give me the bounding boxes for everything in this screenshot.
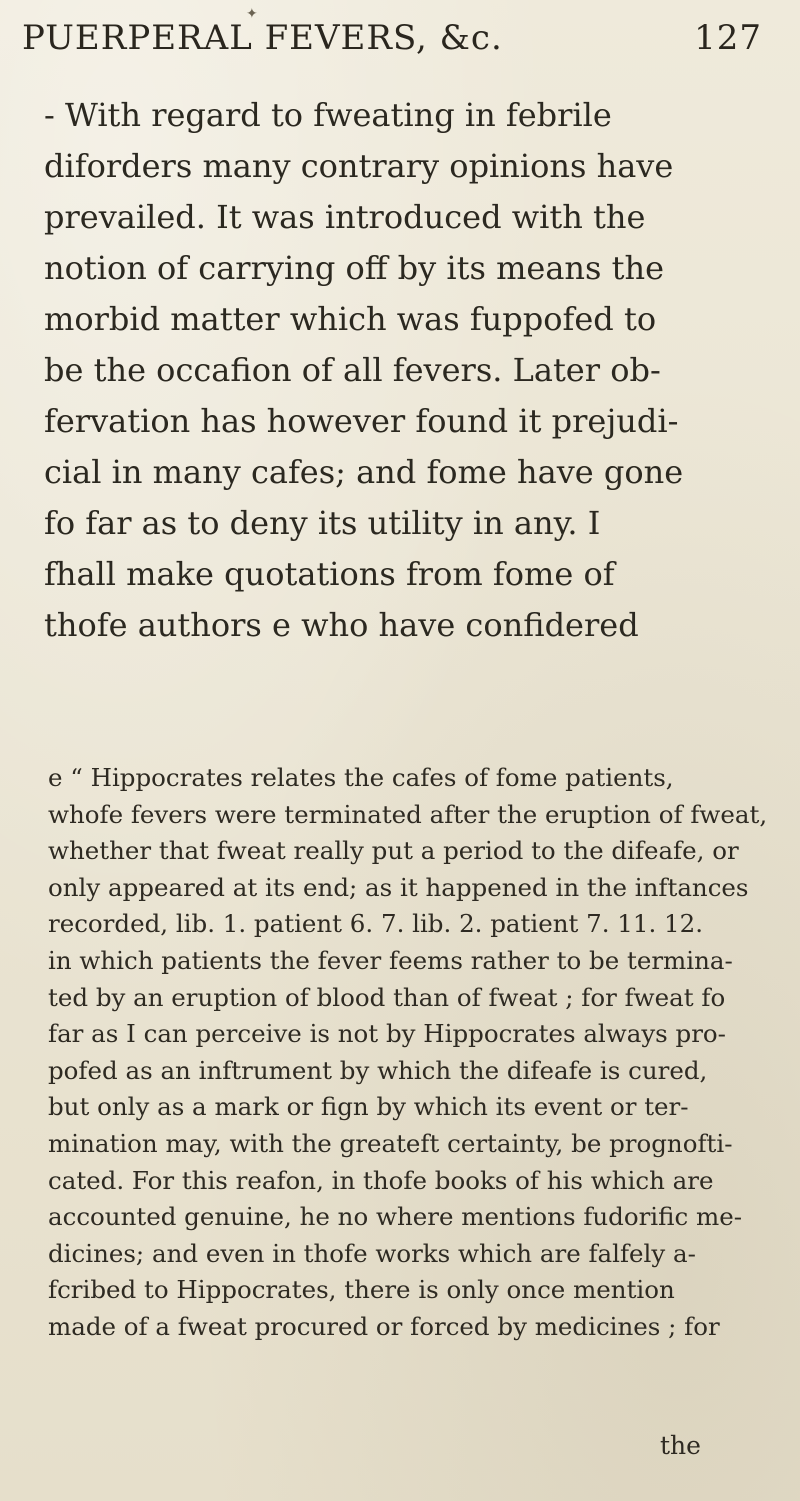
footnote-line: made of a fweat procured or forced by medicines ; for — [48, 1311, 720, 1341]
running-title: PUERPERAL FEVERS, &c. — [22, 18, 503, 58]
page-number: 127 — [694, 18, 762, 58]
footnote-line: but only as a mark or fign by which its event or ter- — [48, 1092, 689, 1122]
footnote-line: cated. For this reafon, in thofe books of his which are — [48, 1165, 714, 1195]
footnote-line: in which patients the fever feems rather to be termina- — [48, 945, 733, 975]
footnote-line: accounted genuine, he no where mentions fudorific me- — [48, 1202, 743, 1232]
footnote-line: far as I can perceive is not by Hippocrates always pro- — [48, 1019, 726, 1049]
body-line: diforders many contrary opinions have — [44, 147, 674, 185]
footnote-line: dicines; and even in thofe works which are falfely a- — [48, 1238, 696, 1268]
body-line: notion of carrying off by its means the — [44, 249, 665, 287]
footnote-line: only appeared at its end; as it happened in the inftances — [48, 872, 749, 902]
body-line: fo far as to deny its utility in any. I — [44, 504, 601, 542]
body-line: prevailed. It was introduced with the — [44, 198, 646, 236]
footnote-line: e “ Hippocrates relates the cafes of fome patients, — [48, 763, 674, 792]
footnote-line: recorded, lib. 1. patient 6. 7. lib. 2. patient 7. 11. 12. — [48, 909, 703, 939]
body-line: be the occafion of all fevers. Later ob- — [44, 351, 661, 389]
body-line: morbid matter which was fuppofed to — [44, 300, 657, 338]
body-line: thofe authors e who have confidered — [44, 606, 639, 644]
body-line: fervation has however found it prejudi- — [44, 402, 679, 440]
body-line: cial in many cafes; and fome have gone — [44, 453, 684, 491]
footnote-line: ted by an eruption of blood than of fweat ; for fweat fo — [48, 982, 726, 1012]
footnote-line: whofe fevers were terminated after the eruption of fweat, — [48, 799, 768, 829]
footnote-line: fcribed to Hippocrates, there is only once mention — [48, 1275, 675, 1305]
body-line: - With regard to fweating in febrile — [44, 96, 612, 134]
running-header — [22, 18, 762, 70]
footnote-line: pofed as an inftrument by which the difeafe is cured, — [48, 1055, 708, 1085]
footnote-line: mination may, with the greateft certainty, be prognofti- — [48, 1128, 733, 1158]
footnote-line: whether that fweat really put a period to the difeafe, or — [48, 836, 739, 866]
footnote — [48, 760, 784, 1346]
printer-ornament: ✦ — [246, 6, 258, 22]
catchword: the — [660, 1431, 701, 1460]
body-text — [44, 90, 782, 651]
body-line: fhall make quotations from fome of — [44, 555, 615, 593]
